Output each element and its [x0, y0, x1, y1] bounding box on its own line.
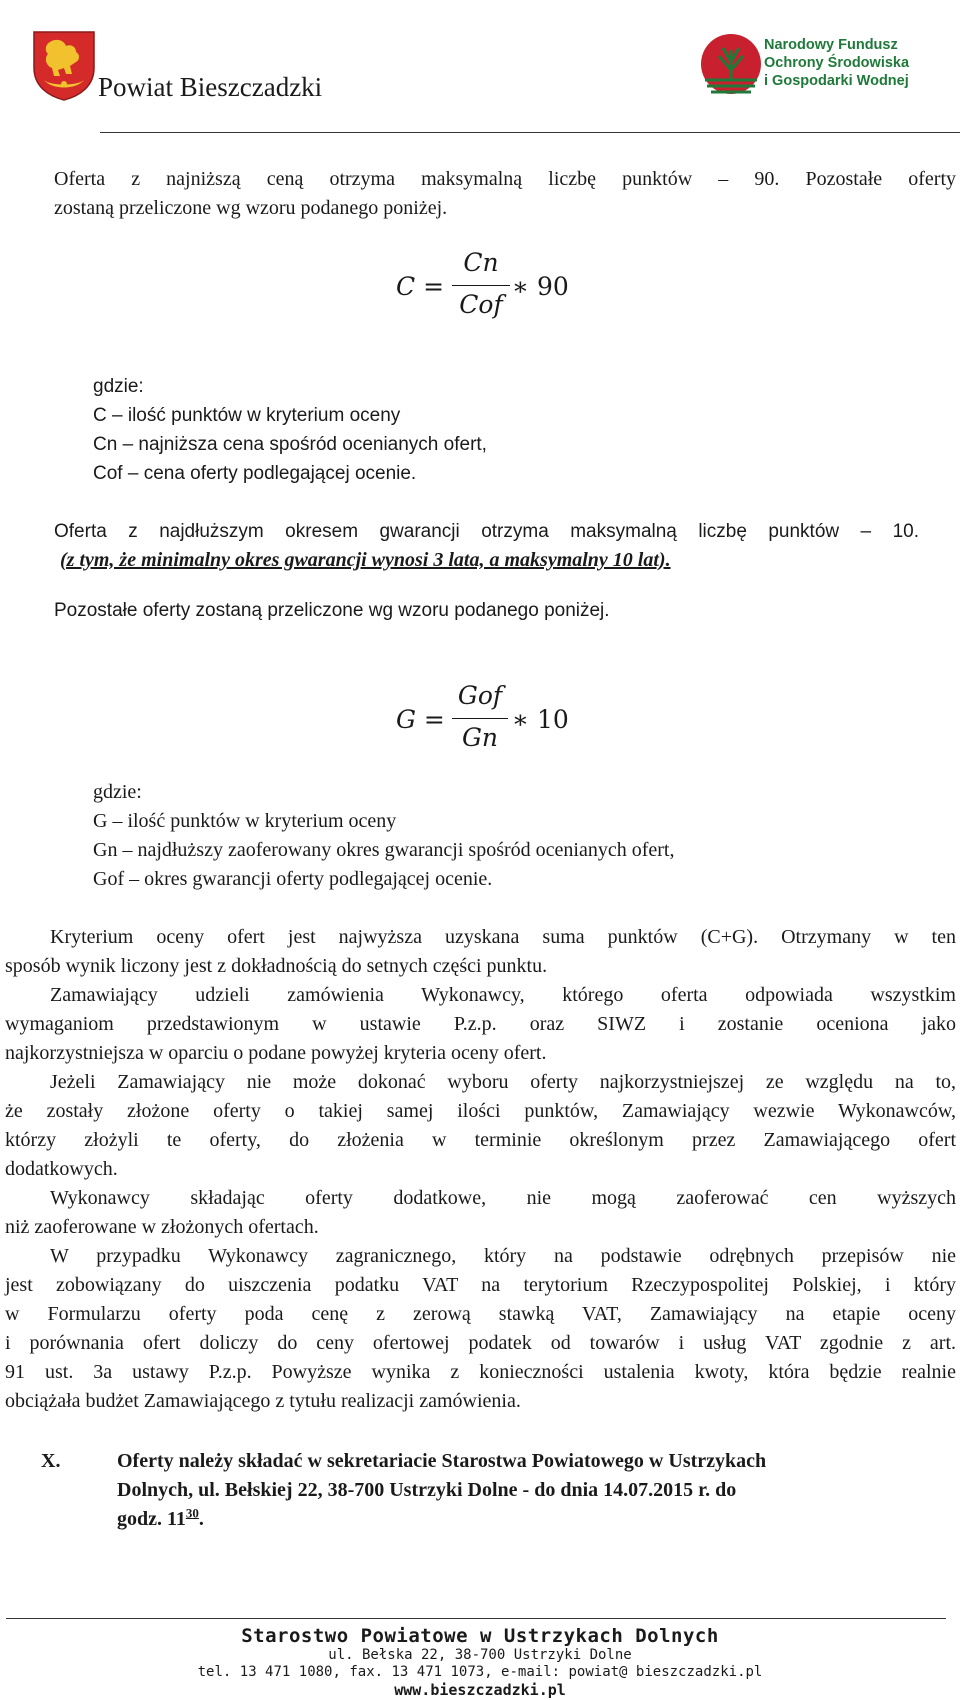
formula-lhs: G = [396, 705, 445, 734]
legend-line: Cn – najniższa cena spośród ocenianych ofert, [93, 434, 487, 455]
partner-logo-text [764, 36, 909, 90]
nfosigw-logo [697, 30, 767, 102]
fraction-bar [452, 285, 510, 286]
body-line: Jeżeli Zamawiający nie może dokonać wyboru oferty najkorzystniejszej ze względu na to, [50, 1071, 956, 1093]
partner-logo-line: Ochrony Środowiska [764, 55, 910, 71]
footer-website-link[interactable]: www.bieszczadzki.pl [394, 1681, 566, 1699]
body-line: Wykonawcy składając oferty dodatkowe, nie mogą zaoferować cen wyższych [50, 1187, 956, 1209]
legend-line: Gn – najdłuższy zaoferowany okres gwarancji spośród ocenianych ofert, [93, 839, 675, 861]
coat-of-arms-logo [30, 28, 98, 102]
body-line: Zamawiający udzieli zamówienia Wykonawcy, którego oferta odpowiada wszystkim [50, 984, 956, 1006]
partner-logo-line: Narodowy Fundusz [764, 37, 898, 53]
body-line: najkorzystniejsza w oparciu o podane powyżej kryteria oceny ofert. [5, 1042, 547, 1064]
deadline-hour: godz. 11 [117, 1508, 186, 1530]
legend-line: gdzie: [93, 781, 142, 803]
paragraph-line: zostaną przeliczone wg wzoru podanego poniżej. [54, 197, 448, 219]
footer-office-name: Starostwo Powiatowe w Ustrzykach Dolnych [241, 1625, 719, 1647]
paragraph-line: Oferta z najniższą ceną otrzyma maksymalną liczbę punktów – 90. Pozostałe oferty [54, 168, 956, 190]
warranty-note: (z tym, że minimalny okres gwarancji wynosi 3 lata, a maksymalny 10 lat). [60, 549, 671, 571]
footer-divider [6, 1618, 946, 1619]
paragraph-line: Pozostałe oferty zostaną przeliczone wg wzoru podanego poniżej. [54, 600, 610, 621]
body-line: wymaganiom przedstawionym w ustawie P.z.p. oraz SIWZ i zostanie oceniona jako [5, 1013, 956, 1035]
section-x-line: Oferty należy składać w sekretariacie Starostwa Powiatowego w Ustrzykach [117, 1450, 767, 1472]
body-line: że zostały złożone oferty o takiej samej ilości punktów, Zamawiający wezwie Wykonawców, [5, 1100, 956, 1122]
fraction-bar [452, 718, 508, 719]
formula-rhs: ∗ 90 [512, 272, 569, 301]
organization-name: Powiat Bieszczadzki [98, 72, 323, 102]
partner-logo-line: i Gospodarki Wodnej [764, 73, 909, 89]
body-line: obciążała budżet Zamawiającego z tytułu realizacji zamówienia. [5, 1390, 521, 1412]
body-line: W przypadku Wykonawcy zagranicznego, który na podstawie odrębnych przepisów nie [50, 1245, 956, 1267]
legend-line: Gof – okres gwarancji oferty podlegającej ocenie. [93, 868, 493, 890]
paragraph-line: Oferta z najdłuższym okresem gwarancji otrzyma maksymalną liczbę punktów – 10. [54, 521, 919, 542]
formula-lhs: C = [396, 272, 445, 301]
body-line: Kryterium oceny ofert jest najwyższa uzyskana suma punktów (C+G). Otrzymany w ten [50, 926, 956, 948]
body-line: którzy złożyli te oferty, do złożenia w terminie określonym przez Zamawiającego ofert [5, 1129, 956, 1151]
footer-address: ul. Bełska 22, 38-700 Ustrzyki Dolne [328, 1647, 632, 1663]
page-footer [0, 1625, 960, 1699]
section-number: X. [41, 1450, 61, 1472]
legend-line: C – ilość punktów w kryterium oceny [93, 405, 401, 426]
body-line: niż zaoferowane w złożonych ofertach. [5, 1216, 319, 1238]
body-line: jest zobowiązany do uiszczenia podatku VAT na terytorium Rzeczypospolitej Polskiej, i który [5, 1274, 956, 1296]
header-divider [100, 132, 960, 133]
section-x-line: Dolnych, ul. Bełskiej 22, 38-700 Ustrzyki Dolne - do dnia 14.07.2015 r. do [117, 1479, 737, 1501]
body-line: 91 ust. 3a ustawy P.z.p. Powyższe wynika z konieczności ustalenia kwoty, która będzie realnie [5, 1361, 956, 1383]
deadline-minutes: 30 [185, 1505, 199, 1521]
formula-numerator: Cn [463, 248, 499, 277]
formula-numerator: Gof [457, 681, 503, 710]
legend-line: G – ilość punktów w kryterium oceny [93, 810, 397, 832]
body-line: w Formularzu oferty poda cenę z zerową stawką VAT, Zamawiający na etapie oceny [5, 1303, 956, 1325]
body-line: sposób wynik liczony jest z dokładnością do setnych części punktu. [5, 955, 548, 977]
footer-contact: tel. 13 471 1080, fax. 13 471 1073, e-mail: powiat@ bieszczadzki.pl [197, 1664, 763, 1680]
formula-denominator: Cof [459, 290, 503, 319]
body-line: i porównania ofert doliczy do ceny ofertowej podatek od towarów i usług VAT zgodnie z art. [5, 1332, 956, 1354]
page-header [0, 0, 960, 135]
section-x-line [117, 1505, 204, 1534]
legend-line: Cof – cena oferty podlegającej ocenie. [93, 463, 417, 484]
formula-rhs: ∗ 10 [512, 705, 569, 734]
formula-denominator: Gn [461, 723, 499, 752]
legend-line: gdzie: [93, 376, 144, 397]
body-line: dodatkowych. [5, 1158, 118, 1180]
deadline-period: . [198, 1508, 204, 1530]
